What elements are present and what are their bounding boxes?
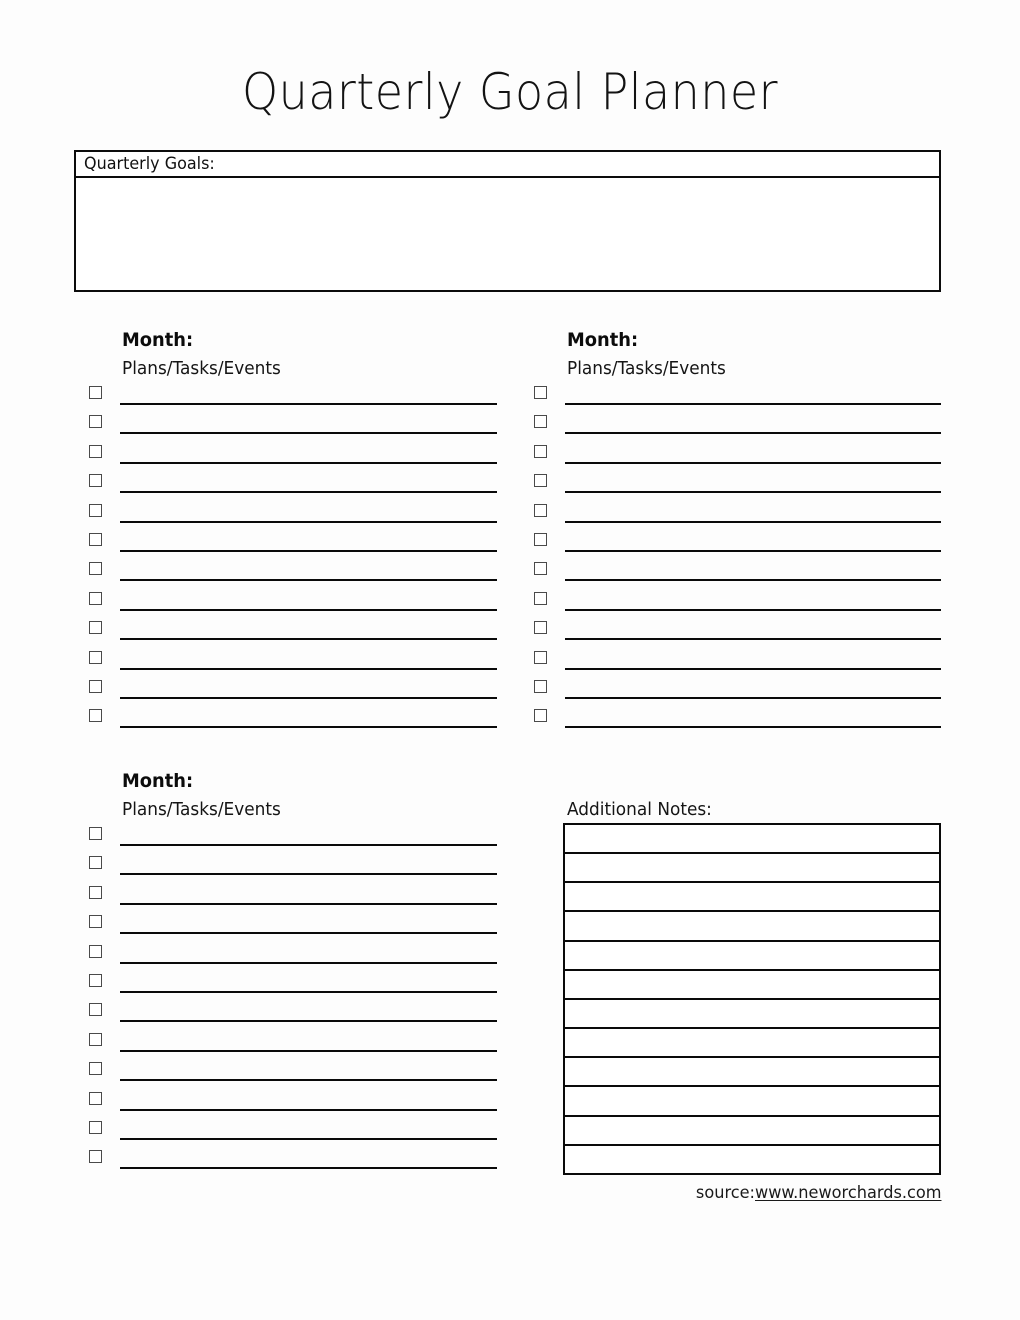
task-row	[89, 854, 619, 883]
task-checkbox[interactable]	[89, 974, 102, 987]
task-writing-line[interactable]	[565, 579, 941, 581]
task-checkbox[interactable]	[89, 592, 102, 605]
task-checkbox[interactable]	[89, 651, 102, 664]
task-writing-line[interactable]	[120, 668, 497, 670]
task-row	[89, 1001, 619, 1030]
task-writing-line[interactable]	[120, 1020, 497, 1022]
task-row	[534, 443, 908, 472]
task-row	[534, 472, 908, 501]
task-writing-line[interactable]	[565, 697, 941, 699]
task-writing-line[interactable]	[120, 1138, 497, 1140]
month-subheading-3: Plans/Tasks/Events	[122, 799, 281, 820]
task-checkbox[interactable]	[534, 562, 547, 575]
task-writing-line[interactable]	[565, 726, 941, 728]
notes-row[interactable]	[565, 971, 939, 1000]
task-checkbox[interactable]	[89, 915, 102, 928]
task-checkbox[interactable]	[89, 445, 102, 458]
task-row	[89, 1090, 619, 1119]
task-checkbox[interactable]	[534, 709, 547, 722]
task-row	[89, 943, 619, 972]
month-subheading-2: Plans/Tasks/Events	[567, 358, 726, 379]
task-writing-line[interactable]	[120, 903, 497, 905]
task-checkbox[interactable]	[534, 621, 547, 634]
notes-row[interactable]	[565, 1000, 939, 1029]
task-checkbox[interactable]	[89, 1033, 102, 1046]
quarterly-goals-box[interactable]	[74, 150, 941, 292]
task-checkbox[interactable]	[89, 886, 102, 899]
task-checkbox[interactable]	[534, 474, 547, 487]
month-task-rows-3	[89, 825, 619, 1178]
source-url-link[interactable]: www.neworchards.com	[754, 1183, 941, 1203]
task-checkbox[interactable]	[89, 386, 102, 399]
task-checkbox[interactable]	[89, 1121, 102, 1134]
task-row	[534, 384, 908, 413]
task-row	[89, 1060, 619, 1089]
task-checkbox[interactable]	[89, 1003, 102, 1016]
task-writing-line[interactable]	[120, 873, 497, 875]
task-row	[534, 707, 908, 736]
task-writing-line[interactable]	[120, 1079, 497, 1081]
task-writing-line[interactable]	[120, 432, 497, 434]
task-checkbox[interactable]	[89, 415, 102, 428]
task-row	[89, 884, 619, 913]
task-checkbox[interactable]	[534, 592, 547, 605]
task-writing-line[interactable]	[565, 609, 941, 611]
task-row	[534, 678, 908, 707]
task-writing-line[interactable]	[565, 462, 941, 464]
task-writing-line[interactable]	[120, 1050, 497, 1052]
task-writing-line[interactable]	[120, 550, 497, 552]
notes-row[interactable]	[565, 883, 939, 912]
task-writing-line[interactable]	[120, 609, 497, 611]
task-writing-line[interactable]	[565, 521, 941, 523]
notes-row[interactable]	[565, 1087, 939, 1116]
quarterly-goals-header	[76, 152, 939, 178]
task-writing-line[interactable]	[120, 844, 497, 846]
task-writing-line[interactable]	[120, 697, 497, 699]
task-checkbox[interactable]	[89, 1150, 102, 1163]
source-attribution	[695, 1182, 941, 1204]
task-checkbox[interactable]	[89, 562, 102, 575]
additional-notes-box[interactable]	[563, 823, 941, 1175]
task-writing-line[interactable]	[120, 638, 497, 640]
task-writing-line[interactable]	[120, 462, 497, 464]
notes-row[interactable]	[565, 1029, 939, 1058]
task-row	[89, 1031, 619, 1060]
task-checkbox[interactable]	[89, 827, 102, 840]
notes-row[interactable]	[565, 1117, 939, 1146]
task-writing-line[interactable]	[120, 1109, 497, 1111]
notes-row[interactable]	[565, 912, 939, 941]
task-row	[534, 413, 908, 442]
month-task-rows-2	[534, 384, 908, 737]
task-row	[89, 1119, 619, 1148]
task-checkbox[interactable]	[89, 474, 102, 487]
task-writing-line[interactable]	[120, 579, 497, 581]
task-writing-line[interactable]	[120, 991, 497, 993]
quarterly-goals-writing-area[interactable]	[76, 178, 939, 290]
additional-notes-label: Additional Notes:	[567, 799, 712, 820]
task-checkbox[interactable]	[89, 533, 102, 546]
task-writing-line[interactable]	[120, 491, 497, 493]
task-row	[534, 560, 908, 589]
notes-row[interactable]	[565, 825, 939, 854]
task-checkbox[interactable]	[534, 533, 547, 546]
task-writing-line[interactable]	[120, 1167, 497, 1169]
task-row	[89, 1148, 619, 1177]
source-prefix-label: source:	[695, 1183, 755, 1203]
task-writing-line[interactable]	[120, 726, 497, 728]
month-heading-1: Month:	[122, 329, 194, 351]
task-checkbox[interactable]	[534, 651, 547, 664]
notes-row[interactable]	[565, 942, 939, 971]
month-heading-3: Month:	[122, 770, 194, 792]
task-writing-line[interactable]	[565, 668, 941, 670]
task-row	[89, 913, 619, 942]
task-writing-line[interactable]	[565, 491, 941, 493]
task-writing-line[interactable]	[565, 403, 941, 405]
task-row	[534, 531, 908, 560]
task-checkbox[interactable]	[89, 709, 102, 722]
task-checkbox[interactable]	[89, 504, 102, 517]
task-writing-line[interactable]	[565, 550, 941, 552]
task-writing-line[interactable]	[565, 432, 941, 434]
task-checkbox[interactable]	[89, 621, 102, 634]
task-writing-line[interactable]	[120, 403, 497, 405]
month-heading-2: Month:	[567, 329, 639, 351]
notes-row[interactable]	[565, 1058, 939, 1087]
task-checkbox[interactable]	[534, 680, 547, 693]
task-writing-line[interactable]	[120, 521, 497, 523]
task-checkbox[interactable]	[89, 680, 102, 693]
quarterly-goals-label: Quarterly Goals:	[84, 154, 215, 174]
task-checkbox[interactable]	[89, 945, 102, 958]
task-checkbox[interactable]	[534, 504, 547, 517]
task-row	[534, 590, 908, 619]
task-row	[534, 502, 908, 531]
task-writing-line[interactable]	[565, 638, 941, 640]
notes-row[interactable]	[565, 1146, 939, 1175]
task-checkbox[interactable]	[89, 856, 102, 869]
task-row	[89, 972, 619, 1001]
notes-row[interactable]	[565, 854, 939, 883]
task-writing-line[interactable]	[120, 962, 497, 964]
month-subheading-1: Plans/Tasks/Events	[122, 358, 281, 379]
task-checkbox[interactable]	[534, 386, 547, 399]
task-writing-line[interactable]	[120, 932, 497, 934]
task-row	[89, 825, 619, 854]
task-checkbox[interactable]	[89, 1062, 102, 1075]
task-checkbox[interactable]	[534, 415, 547, 428]
page-title: Quarterly Goal Planner	[241, 63, 779, 121]
task-row	[534, 649, 908, 678]
task-checkbox[interactable]	[534, 445, 547, 458]
task-checkbox[interactable]	[89, 1092, 102, 1105]
task-row	[534, 619, 908, 648]
